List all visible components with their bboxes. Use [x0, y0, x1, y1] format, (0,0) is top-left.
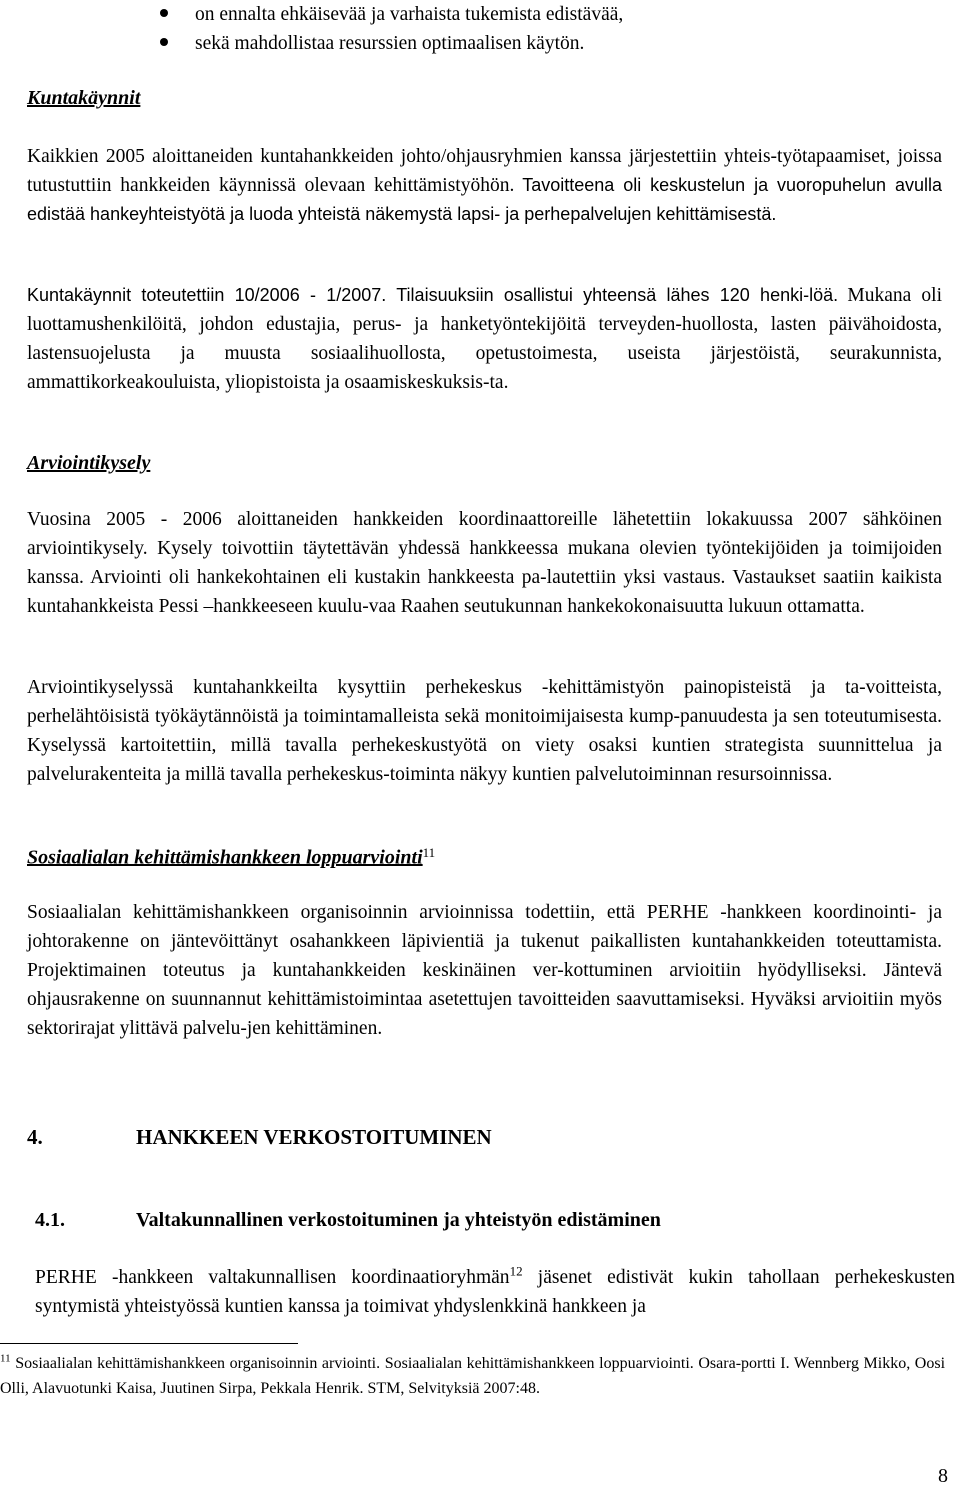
footnote-text: Sosiaalialan kehittämishankkeen organisoinnin arviointi. Sosiaalialan kehittämishankkeen loppuarviointi. Osara-portti I. Wennberg Mikko, Oosi Olli, Alavuotunki Kaisa, Juutinen Sirpa, Pekkala Henrik. STM, Selvityksiä 2007:48.: [0, 1355, 946, 1397]
section-heading-loppuarviointi: [27, 838, 435, 869]
bullet-dot: [160, 38, 168, 46]
paragraph-kuntakaynnit-2: [27, 281, 942, 397]
paragraph-serif-part: Mukana oli luottamushenkilöitä, johdon edustajia, perus- ja hanketyöntekijöitä terveyden-huollosta, lasten päivähoidosta, lastensuojelusta ja muusta sosiaalihuollosta, opetustoimesta, useista järjestöistä, seurakunnista, ammattikorkeakouluista, yliopistoista ja osaamiskeskuksis-ta.: [27, 285, 942, 393]
footnote-reference[interactable]: 11: [422, 845, 436, 860]
paragraph-sans-part: Kuntakäynnit toteutettiin 10/2006 - 1/2007. Tilaisuuksiin osallistui yhteensä lähes 120 henki-löä.: [27, 285, 839, 305]
paragraph-kuntakaynnit-1: [27, 142, 942, 229]
section-number-4-1: 4.1.: [35, 1209, 65, 1231]
footnote-reference[interactable]: 12: [509, 1263, 523, 1279]
section-heading-arviointikysely: Arviointikysely: [27, 452, 151, 474]
section-number-4: 4.: [27, 1125, 43, 1149]
footnote: [0, 1351, 945, 1401]
paragraph-section-4-1: [35, 1263, 955, 1321]
paragraph-loppuarviointi: Sosiaalialan kehittämishankkeen organisoinnin arvioinnissa todettiin, että PERHE -hankkeen koordinointi- ja johtorakenne on jäntevöittänyt osahankkeen läpivientiä ja tukenut paikallisten kuntahankkeiden toteuttamista. Projektimainen toteutus ja kuntahankkeiden keskinäinen ver-kottuminen arvioitiin hyödylliseksi. Jäntevä ohjausrakenne on suunnannut kehittämistoimintaa asetettujen tavoitteiden saavuttamiseksi. Hyväksi arvioitiin myös sektorirajat ylittävä palvelu-jen kehittäminen.: [27, 902, 942, 1039]
bullet-dot: [160, 9, 168, 17]
paragraph-arviointikysely-2: Arviointikyselyssä kuntahankkeilta kysyttiin perhekeskus -kehittämistyön painopisteistä ja ta-voitteista, perhelähtöisistä työkäytännöistä ja toimintamalleista sekä monitoimijaisesta kump-panuudesta ja sen toteutumisesta. Kyselyssä kartoitettiin, millä tavalla perhekeskustyötä on viety osaksi kuntien strategista suunnittelua ja palvelurakenteita ja millä tavalla perhekeskus-toiminta näkyy kuntien palvelutoiminnan resursoinnissa.: [27, 677, 942, 785]
page-number: 8: [938, 1465, 948, 1487]
paragraph-sans-part: Tavoitteena oli keskustelun ja vuoropuhelun avulla edistää hankeyhteistyötä ja luoda yhteistä näkemystä lapsi- ja perhepalvelujen kehittämisestä.: [27, 175, 943, 224]
paragraph-start: PERHE -hankkeen valtakunnallisen koordinaatioryhmän: [35, 1267, 510, 1288]
footnote-number: 11: [0, 1352, 11, 1365]
heading-text: Sosiaalialan kehittämishankkeen loppuarviointi: [27, 846, 423, 869]
bullet-item: sekä mahdollistaa resurssien optimaalisen käytön.: [195, 33, 585, 54]
section-title-4: HANKKEEN VERKOSTOITUMINEN: [136, 1125, 492, 1149]
footnote-separator: [0, 1343, 298, 1344]
bullet-item: on ennalta ehkäisevää ja varhaista tukemista edistävää,: [195, 4, 624, 25]
paragraph-serif-part: Kaikkien 2005 aloittaneiden kuntahankkeiden johto/ohjausryhmien kanssa järjestettiin yhteis-työtapaamiset, joissa tutustuttiin hankkeiden käynnissä olevaan kehittämistyöhön.: [27, 146, 942, 196]
paragraph-end: jäsenet edistivät kukin tahollaan perhekeskusten syntymistä yhteistyössä kuntien kanssa ja toimivat yhdyslenkkinä hankkeen ja: [35, 1267, 955, 1317]
section-title-4-1: Valtakunnallinen verkostoituminen ja yhteistyön edistäminen: [136, 1209, 661, 1231]
section-heading-kuntakaynnit: Kuntakäynnit: [27, 87, 141, 109]
paragraph-arviointikysely-1: Vuosina 2005 - 2006 aloittaneiden hankkeiden koordinaattoreille lähetettiin lokakuussa 2007 sähköinen arviointikysely. Kysely toivottiin täytettävän yhdessä hankkeessa mukana olevien työntekijöiden ja toimijoiden kanssa. Arviointi oli hankekohtainen eli kustakin hankkeesta pa-lautettiin yksi vastaus. Vastaukset saatiin kaikista kuntahankkeista Pessi –hankkeeseen kuulu-vaa Raahen seutukunnan hankekokonaisuutta lukuun ottamatta.: [27, 509, 942, 617]
